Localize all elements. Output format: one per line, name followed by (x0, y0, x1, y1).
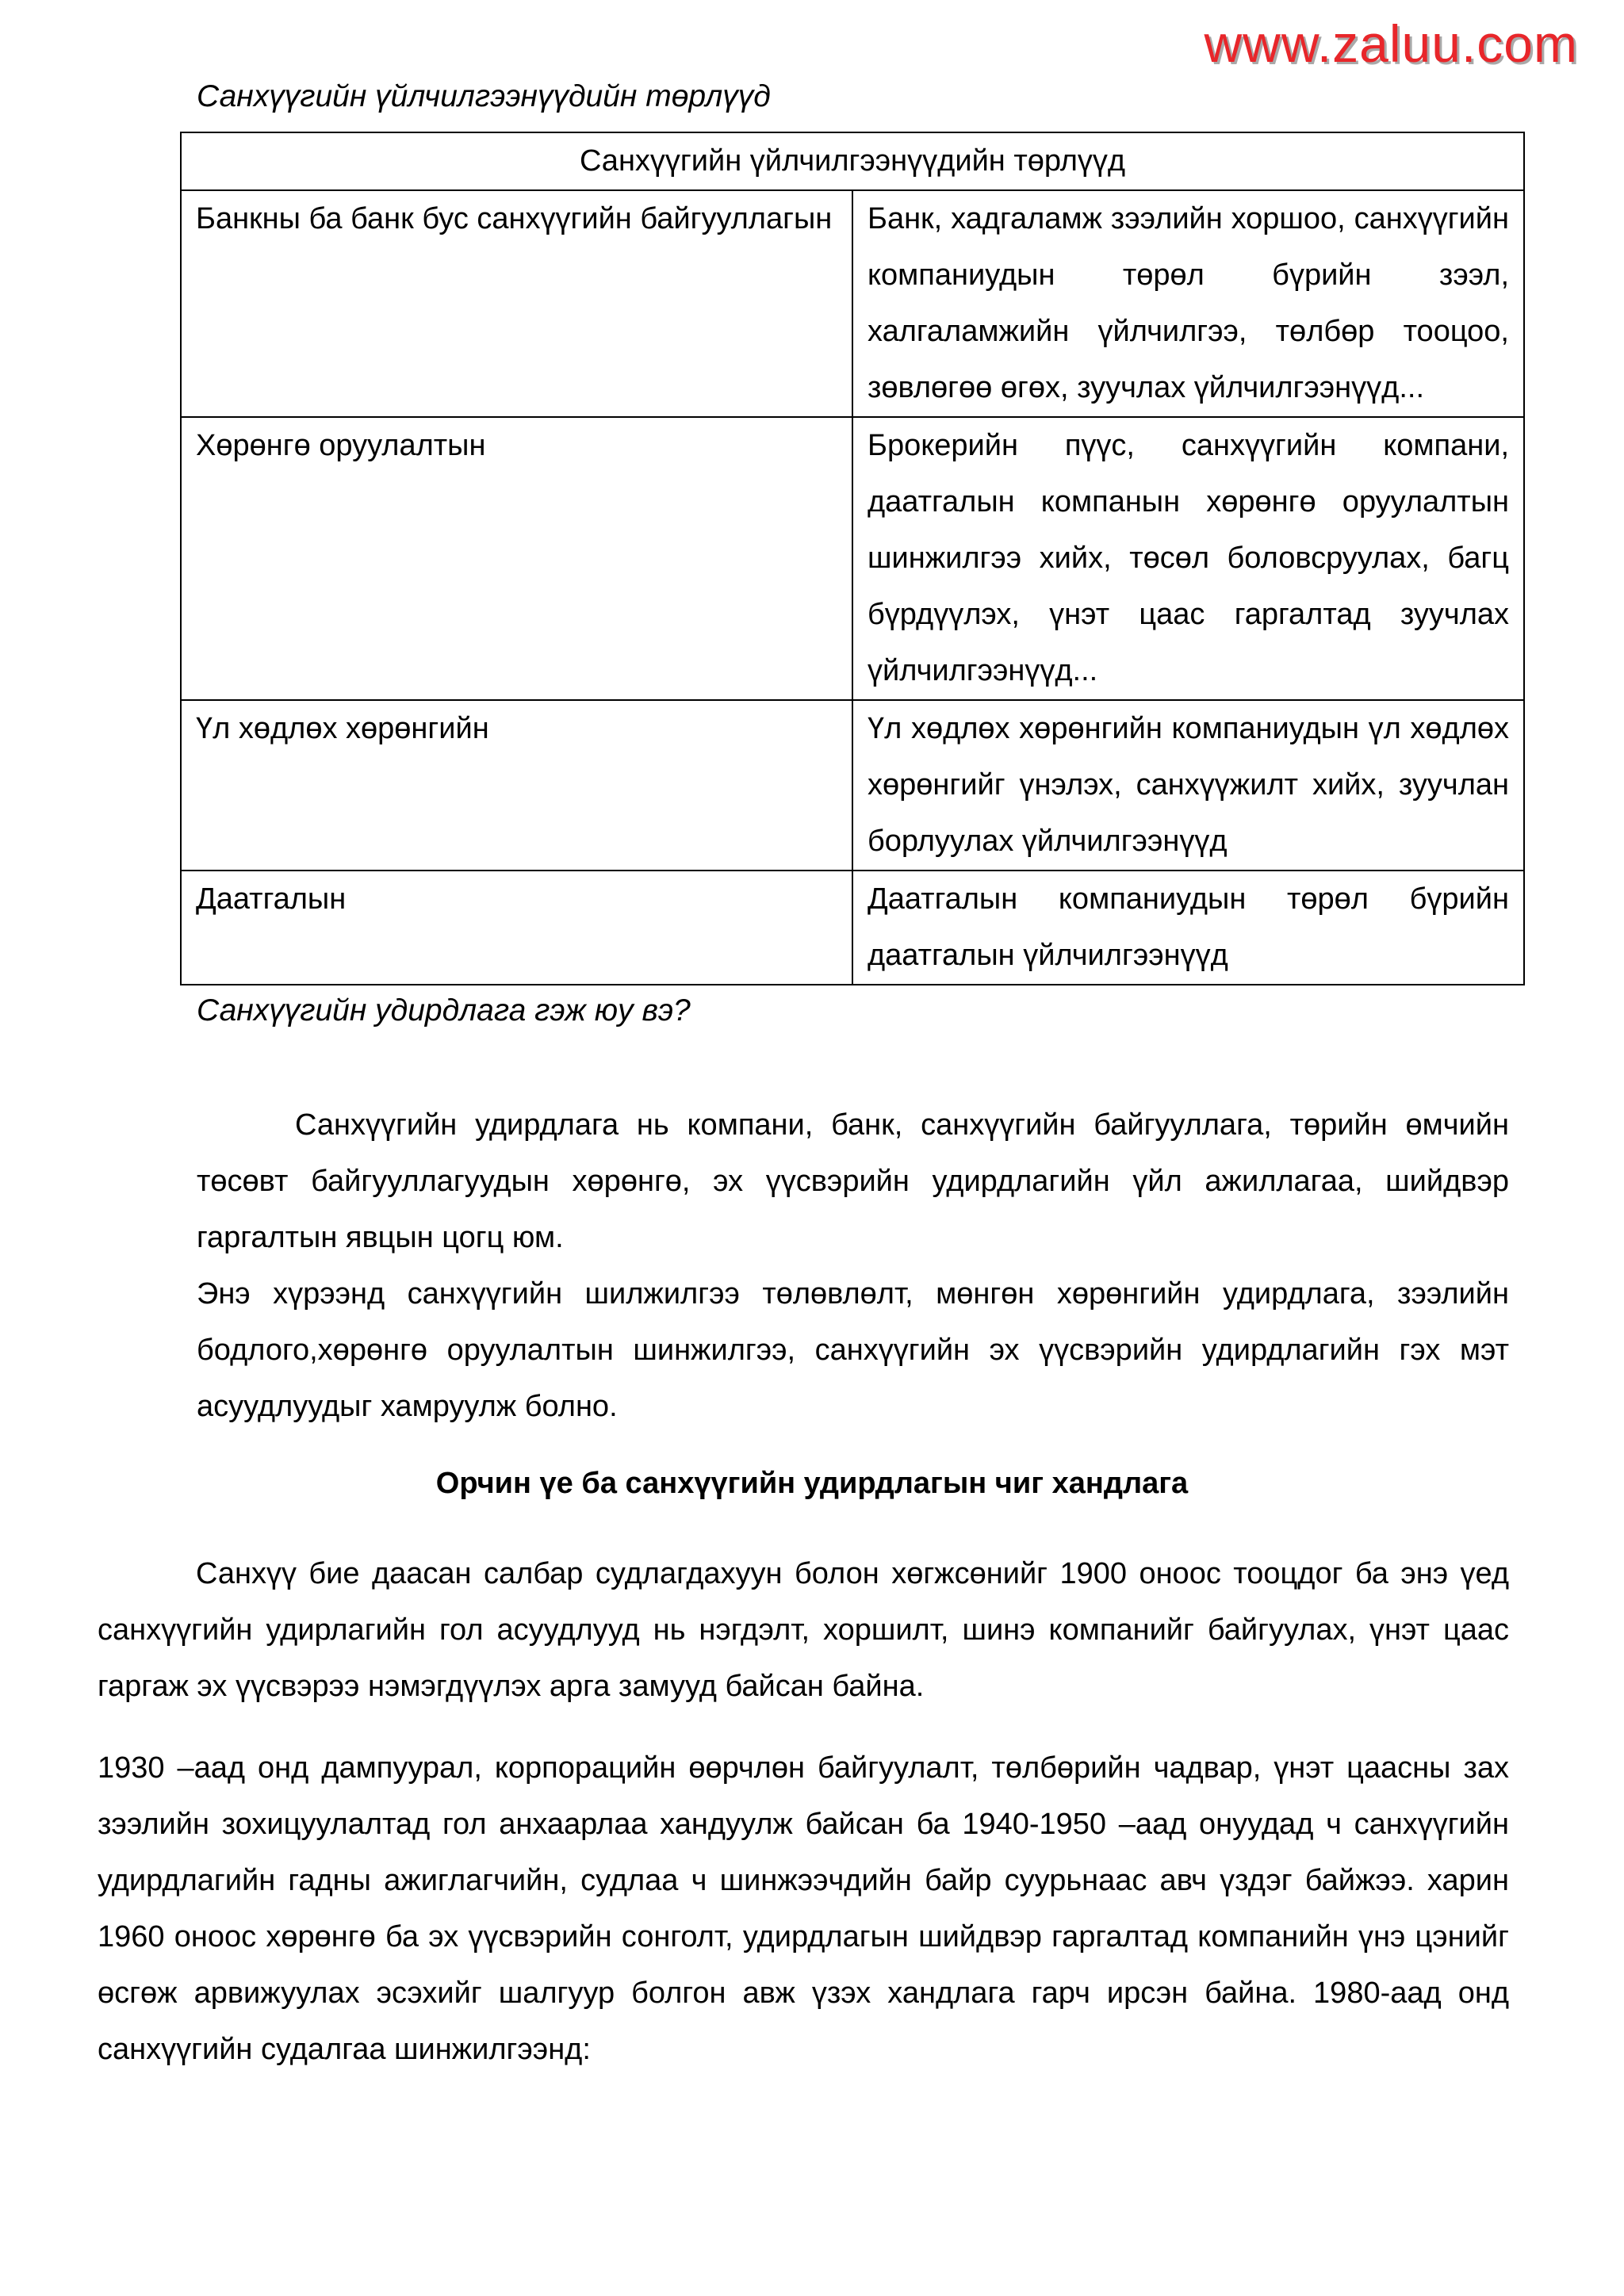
service-type-cell: Банкны ба банк бус санхүүгийн байгууллагын (181, 190, 852, 417)
section-heading: Орчин үе ба санхүүгийн удирдлагын чиг хандлага (435, 1467, 1189, 1500)
table-header: Санхүүгийн үйлчилгээнүүдийн төрлүүд (181, 132, 1524, 190)
service-description-cell: Үл хөдлөх хөрөнгийн компаниудын үл хөдлөх хөрөнгийг үнэлэх, санхүүжилт хийх, зуучлан борлуулах үйлчилгээнүүд (852, 700, 1524, 871)
financial-services-table (180, 132, 1525, 985)
table-row (181, 700, 1524, 871)
table-row (181, 871, 1524, 985)
service-description-cell: Банк, хадгаламж зээлийн хоршоо, санхүүгийн компаниудын төрөл бүрийн зээл, халгаламжийн үйлчилгээ, төлбөр тооцоо, зөвлөгөө өгөх, зуучлах үйлчилгээнүүд... (852, 190, 1524, 417)
service-description-cell: Брокерийн пүүс, санхүүгийн компани, даатгалын компанын хөрөнгө оруулалтын шинжилгээ хийх, төсөл боловсруулах, багц бүрдүүлэх, үнэт цаас гаргалтад зуучлах үйлчилгээнүүд... (852, 417, 1524, 700)
scope-paragraph: Энэ хүрээнд санхүүгийн шилжилгээ төлөвлөлт, мөнгөн хөрөнгийн удирдлага, зээлийн бодлого,хөрөнгө оруулалтын шинжилгээ, санхүүгийн эх үүсвэрийн удирдлагийн гэх мэт асуудлуудыг хамруулж болно. (197, 1277, 1509, 1423)
history-paragraph-2: 1930 –аад онд дампуурал, корпорацийн өөрчлөн байгуулалт, төлбөрийн чадвар, үнэт цаасны зах зээлийн зохицуулалтад гол анхаарлаа хандуулж байсан ба 1940-1950 –аад онуудад ч санхүүгийн удирдлагийн гадны ажиглагчийн, судлаа ч шинжээчдийн байр суурьнаас авч үздэг байжээ. харин 1960 оноос хөрөнгө ба эх үүсвэрийн сонголт, удирдлагын шийдвэр гаргалтад компанийн үнэ цэнийг өсгөж арвижуулах эсэхийг шалгуур болгон авж үзэх хандлага гарч ирсэн байна. 1980-аад онд санхүүгийн судалгаа шинжилгээнд: (98, 1751, 1509, 2066)
table-row (181, 190, 1524, 417)
question-caption: Санхүүгийн удирдлага гэж юу вэ? (197, 993, 691, 1027)
service-type-cell: Даатгалын (181, 871, 852, 985)
table-row (181, 417, 1524, 700)
watermark: www.zaluu.com (1204, 14, 1578, 73)
service-type-cell: Үл хөдлөх хөрөнгийн (181, 700, 852, 871)
table-caption: Санхүүгийн үйлчилгээнүүдийн төрлүүд (197, 79, 771, 113)
definition-paragraph: Санхүүгийн удирдлага нь компани, банк, санхүүгийн байгууллага, төрийн өмчийн төсөвт байгууллагуудын хөрөнгө, эх үүсвэрийн удирдлагийн үйл ажиллагаа, шийдвэр гаргалтын явцын цогц юм. (197, 1108, 1509, 1254)
service-description-cell: Даатгалын компаниудын төрөл бүрийн даатгалын үйлчилгээнүүд (852, 871, 1524, 985)
service-type-cell: Хөрөнгө оруулалтын (181, 417, 852, 700)
history-paragraph-1: Санхүү бие даасан салбар судлагдахуун болон хөгжсөнийг 1900 оноос тооцдог ба энэ үед санхүүгийн удирлагийн гол асуудлууд нь нэгдэлт, хоршилт, шинэ компанийг байгуулах, үнэт цаас гаргаж эх үүсвэрээ нэмэгдүүлэх арга замууд байсан байна. (98, 1557, 1509, 1703)
